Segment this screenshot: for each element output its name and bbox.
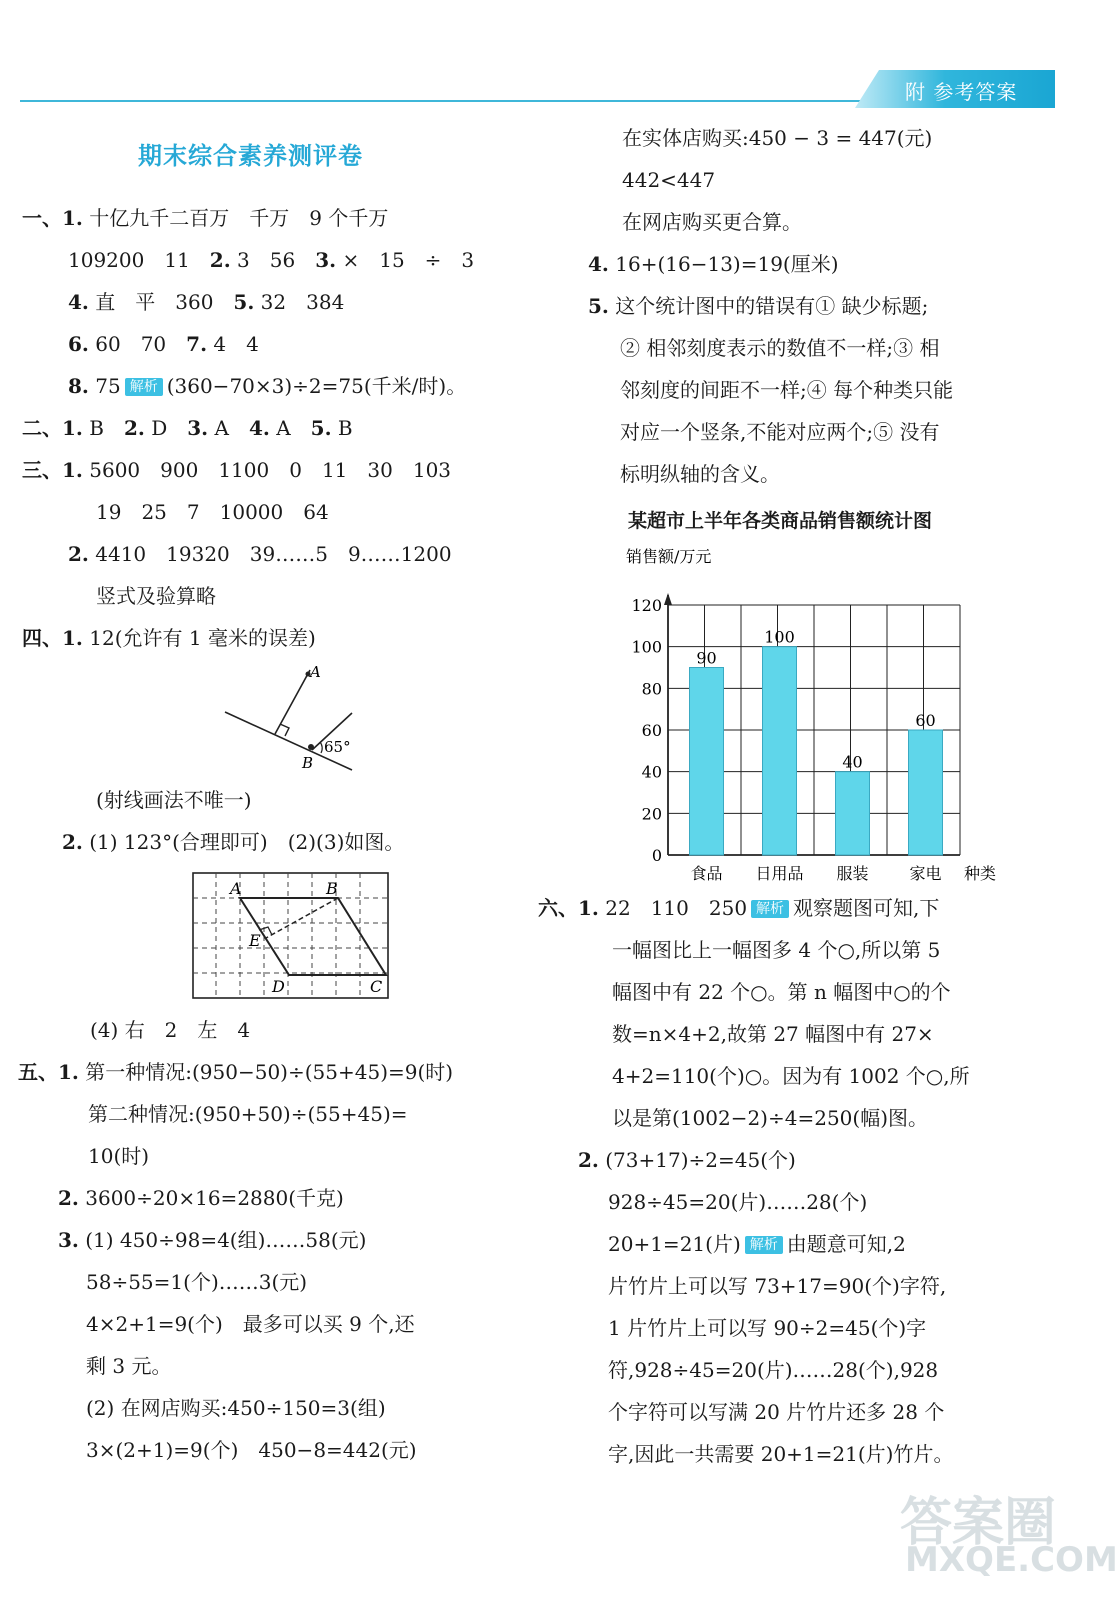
y-tick-label: 40 (641, 762, 662, 782)
grid-label-A: A (230, 879, 242, 898)
r-line2: 442<447 (622, 168, 716, 192)
grid-label-B: B (326, 879, 338, 898)
grid-label-C: C (370, 977, 383, 996)
chart-title: 某超市上半年各类商品销售额统计图 (628, 510, 933, 532)
grid-label-D: D (272, 977, 285, 996)
y-tick-label: 20 (641, 804, 662, 824)
q1-line2: 109200 11 2. 3 56 3. × 15 ÷ 3 (68, 248, 475, 272)
q4-line1: 四、1. 12(允许有 1 毫米的误差) (22, 626, 316, 650)
analysis-tag: 解析 (745, 1236, 783, 1254)
analysis-tag: 解析 (751, 900, 789, 918)
x-tick-label: 日用品 (755, 864, 804, 883)
bar-value-label: 60 (915, 711, 936, 730)
grid-label-E: E (249, 931, 261, 950)
y-tick-label: 100 (631, 637, 662, 657)
r-line12: 幅图中有 22 个○。第 n 幅图中○的个 (612, 980, 951, 1004)
bar-日用品 (763, 647, 797, 855)
x-axis-label: 种类 (964, 864, 997, 883)
q5-line9: (2) 在网店购买:450÷150=3(组) (86, 1396, 386, 1420)
q5-line6: 58÷55=1(个)……3(元) (86, 1270, 308, 1294)
q1-line3: 4. 直 平 360 5. 32 384 (68, 290, 345, 314)
r-line14: 4+2=110(个)○。因为有 1002 个○,所 (612, 1064, 970, 1088)
angle-label: 65° (324, 738, 351, 756)
r-line6: ② 相邻刻度表示的数值不一样;③ 相 (620, 336, 940, 360)
q5-line3: 10(时) (88, 1144, 150, 1168)
x-tick-label: 食品 (690, 864, 723, 883)
y-axis-label: 销售额/万元 (626, 547, 712, 566)
y-tick-label: 80 (641, 679, 662, 699)
y-tick-label: 60 (641, 721, 662, 740)
r-line5: 5. 这个统计图中的错误有① 缺少标题; (588, 294, 929, 318)
q4-note: (射线画法不唯一) (96, 788, 252, 812)
y-tick-label: 120 (631, 596, 662, 615)
q3-line2: 19 25 7 10000 64 (96, 500, 329, 524)
q5-line5: 3. (1) 450÷98=4(组)……58(元) (58, 1228, 367, 1252)
header-rule (20, 100, 860, 102)
q1-line5: 8. 75 解析 (360−70×3)÷2=75(千米/时)。 (68, 374, 467, 398)
angle-figure (220, 660, 370, 780)
q5-line2: 第二种情况:(950+50)÷(55+45)= (88, 1102, 408, 1126)
watermark-url: MXQE.COM (905, 1540, 1118, 1580)
q5-line8: 剩 3 元。 (86, 1354, 172, 1378)
bar-value-label: 40 (842, 752, 863, 772)
point-A-label: A (310, 663, 321, 681)
r-line3: 在网店购买更合算。 (622, 210, 802, 234)
header-label: 附 参考答案 (905, 80, 1018, 104)
q1-line1: 一、1. 十亿九千二百万 千万 9 个千万 (22, 206, 389, 230)
r-line10: 六、1. 22 110 250 解析 观察题图可知,下 (538, 896, 940, 920)
r-line15: 以是第(1002−2)÷4=250(幅)图。 (612, 1106, 929, 1130)
y-axis-arrowhead (664, 593, 672, 605)
r-line13: 数=n×4+2,故第 27 幅图中有 27× (612, 1022, 934, 1046)
q4-line4: (4) 右 2 左 4 (90, 1018, 251, 1042)
q3-line4: 竖式及验算略 (96, 584, 216, 608)
r-line22: 个字符可以写满 20 片竹片还多 28 个 (608, 1400, 945, 1424)
bar-value-label: 90 (696, 648, 717, 668)
y-tick-label: 0 (651, 846, 662, 865)
r-line9: 标明纵轴的含义。 (620, 462, 780, 486)
r-line23: 字,因此一共需要 20+1=21(片)竹片。 (608, 1442, 954, 1466)
q5-line7: 4×2+1=9(个) 最多可以买 9 个,还 (86, 1312, 415, 1336)
x-tick-label: 服装 (836, 864, 869, 883)
bar-食品 (690, 668, 724, 856)
q3-line1: 三、1. 5600 900 1100 0 11 30 103 (22, 458, 452, 482)
r-line17: 928÷45=20(片)……28(个) (608, 1190, 868, 1214)
page-title: 期末综合素养测评卷 (138, 142, 363, 170)
bar-家电 (909, 730, 943, 855)
q5-line1: 五、1. 第一种情况:(950−50)÷(55+45)=9(时) (18, 1060, 454, 1084)
r-line1: 在实体店购买:450 − 3 = 447(元) (622, 126, 933, 150)
r-line20: 1 片竹片上可以写 90÷2=45(个)字 (608, 1316, 927, 1340)
r-line7: 邻刻度的间距不一样;④ 每个种类只能 (620, 378, 954, 402)
watermark-logo: 答案圈 (900, 1493, 1057, 1553)
r-line16: 2. (73+17)÷2=45(个) (578, 1148, 796, 1172)
q4-line3: 2. (1) 123°(合理即可) (2)(3)如图。 (62, 830, 405, 854)
analysis-tag: 解析 (125, 378, 163, 396)
r-line18: 20+1=21(片) 解析 由题意可知,2 (608, 1232, 906, 1256)
r-line21: 符,928÷45=20(片)……28(个),928 (608, 1358, 939, 1382)
x-tick-label: 家电 (909, 864, 942, 883)
q3-line3: 2. 4410 19320 39……5 9……1200 (68, 542, 452, 566)
bar-服装 (836, 772, 870, 855)
q5-line10: 3×(2+1)=9(个) 450−8=442(元) (86, 1438, 417, 1462)
r-line8: 对应一个竖条,不能对应两个;⑤ 没有 (620, 420, 940, 444)
r-line4: 4. 16+(16−13)=19(厘米) (588, 252, 839, 276)
q1-line4: 6. 60 70 7. 4 4 (68, 332, 259, 356)
q5-line4: 2. 3600÷20×16=2880(千克) (58, 1186, 344, 1210)
r-line19: 片竹片上可以写 73+17=90(个)字符, (608, 1274, 947, 1298)
bar-value-label: 100 (764, 627, 795, 647)
r-line11: 一幅图比上一幅图多 4 个○,所以第 5 (612, 938, 941, 962)
q2-line1: 二、1. B 2. D 3. A 4. A 5. B (22, 416, 353, 440)
bar-chart (620, 540, 1020, 885)
grid-figure (192, 872, 390, 1000)
point-B-label: B (302, 754, 314, 772)
